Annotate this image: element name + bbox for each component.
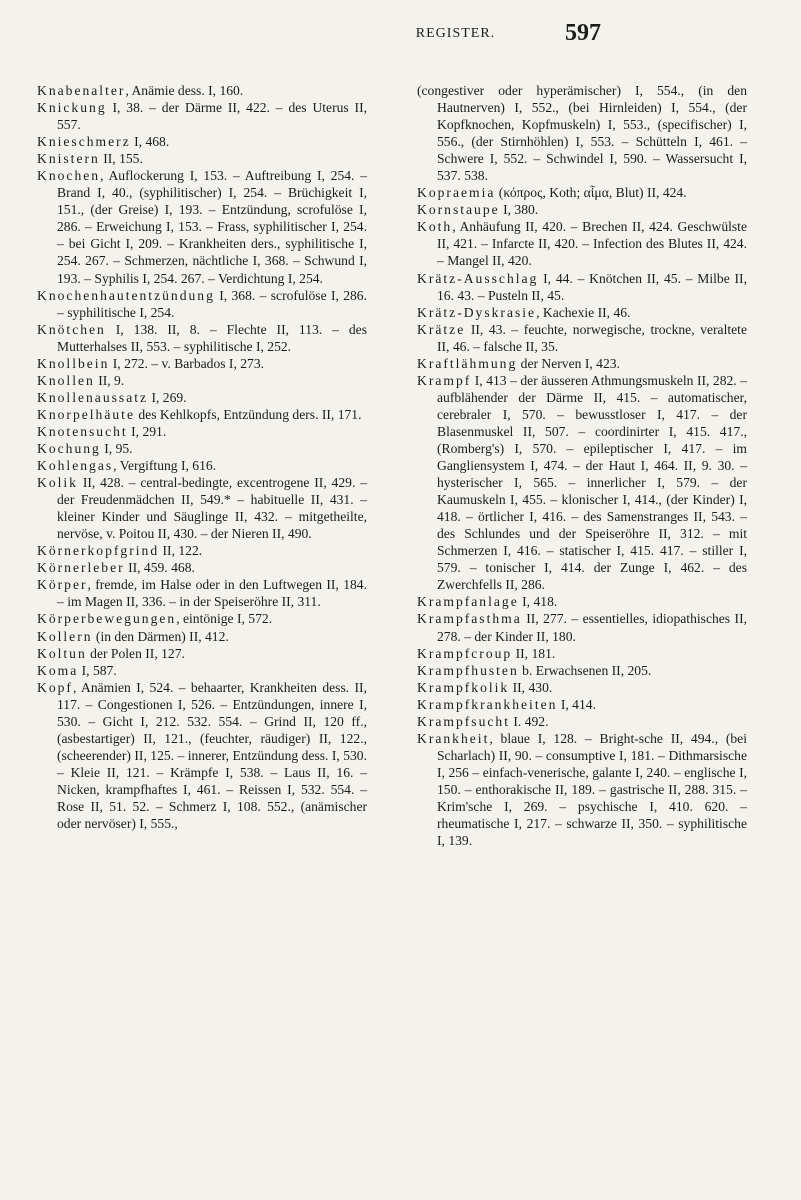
entry-references: I, 418. bbox=[518, 594, 558, 610]
entry-headword: Krätze bbox=[417, 321, 466, 337]
entry-references: I, 44. – Knötchen II, 45. – Milbe II, 16. 43. – Pusteln II, 45. bbox=[437, 270, 747, 303]
index-entry bbox=[37, 576, 367, 610]
entry-headword: Krätz-Ausschlag bbox=[417, 270, 539, 286]
entry-headword: Knollen bbox=[37, 372, 95, 388]
entry-headword: Knochen bbox=[37, 168, 101, 184]
entry-headword: Krampfanlage bbox=[417, 594, 519, 610]
index-entry bbox=[417, 184, 747, 201]
entry-headword: Knollenaussatz bbox=[37, 389, 149, 405]
right-column bbox=[417, 82, 747, 849]
entry-references: I, 138. II, 8. – Flechte II, 113. – des Mutterhalses II, 553. – syphilitische I, 252. bbox=[57, 321, 367, 354]
index-entry bbox=[417, 679, 747, 696]
entry-references: I, 38. – der Därme II, 422. – des Uterus II, 557. bbox=[57, 100, 367, 133]
entry-headword: Körper bbox=[37, 577, 88, 593]
entry-references: I. 492. bbox=[509, 713, 549, 729]
entry-headword: Krampfkrankheiten bbox=[417, 696, 558, 712]
index-entry bbox=[37, 321, 367, 355]
index-entry bbox=[37, 474, 367, 542]
entry-references: I, 95. bbox=[100, 440, 133, 456]
index-entry bbox=[417, 645, 747, 662]
entry-references: I, 380. bbox=[499, 202, 539, 218]
entry-headword: Kochung bbox=[37, 440, 101, 456]
entry-headword: Koth bbox=[417, 219, 453, 235]
index-entry bbox=[417, 355, 747, 372]
index-entry bbox=[37, 150, 367, 167]
entry-headword: Krampfhusten bbox=[417, 662, 519, 678]
entry-references: b. Erwachsenen II, 205. bbox=[518, 662, 652, 678]
entry-headword: Kolik bbox=[37, 475, 78, 491]
entry-references: I, 269. bbox=[148, 389, 187, 405]
index-entry bbox=[37, 423, 367, 440]
index-entry bbox=[417, 270, 747, 304]
entry-headword: Kollern bbox=[37, 628, 93, 644]
left-column bbox=[37, 82, 367, 832]
entry-headword: Krampfasthma bbox=[417, 611, 522, 627]
entry-references: (congestiver oder hyperämischer) I, 554., (in den Hautnerven) I, 552., (bei Hirnleiden) I, 554., (der Kopfknochen, Kopfmuskeln) I, 553., (specifischer) I, 556., (der Stirnhöhlen) I, 553. – Schütteln I, 461. – Schwere I, 552. – Schwindel I, 590. – Wassersucht I, 537. 538. bbox=[417, 83, 747, 184]
entry-references: , Auflockerung I, 153. – Auftreibung I, 254. – Brand I, 40., (syphilitischer) I, 254. – Brüchigkeit I, 151., (der Greise) I, 193. – Entzündung, scrofulöse I, 286. – Erweichung I, 153. – Frass, syphilitischer I, 254. – bei Gicht I, 209. – Krankheiten ders., syphilitische I, 254. 267. – Schmerzen, nächtliche I, 368. – Schwund I, 193. – Syphilis I, 254. 267. – Verdichtung I, 254. bbox=[57, 168, 367, 286]
index-entry bbox=[37, 372, 367, 389]
entry-references: I, 587. bbox=[78, 662, 117, 678]
entry-references: II, 277. – essentielles, idiopathisches II, 278. – der Kinder II, 180. bbox=[437, 611, 747, 644]
index-entry bbox=[37, 440, 367, 457]
index-entry bbox=[417, 662, 747, 679]
entry-headword: Kraftlähmung bbox=[417, 355, 518, 371]
index-entry bbox=[37, 167, 367, 286]
index-entry bbox=[37, 542, 367, 559]
entry-references: , Kachexie II, 46. bbox=[536, 304, 631, 320]
entry-references: II, 430. bbox=[509, 679, 553, 695]
entry-headword: Knollbein bbox=[37, 355, 110, 371]
entry-headword: Kohlengas bbox=[37, 458, 114, 474]
index-entry bbox=[37, 610, 367, 627]
entry-headword: Krankheit bbox=[417, 730, 490, 746]
index-entry bbox=[37, 82, 367, 99]
entry-references: (in den Därmen) II, 412. bbox=[92, 628, 229, 644]
index-entry bbox=[417, 372, 747, 594]
entry-references: des Kehlkopfs, Entzündung ders. II, 171. bbox=[134, 406, 362, 422]
index-entry bbox=[37, 645, 367, 662]
entry-references: (κόπρος, Koth; αἷμα, Blut) II, 424. bbox=[495, 185, 687, 201]
page-number: 597 bbox=[565, 20, 601, 46]
entry-headword: Knistern bbox=[37, 151, 100, 167]
index-entry bbox=[417, 696, 747, 713]
entry-references: I, 413 – der äusseren Athmungsmuskeln II, 282. – aufblähender der Därme II, 415. – automatischer, cerebraler I, 570. – bewusstloser I, 417. – der Blasenmuskel II, 507. – coordinirter I, 415. 417., (Romberg's) I, 570. – epileptischer I, 417. – im Gangliensystem I, 474. – der Haut I, 464. II, 9. 30. – hysterischer I, 565. – innerlicher I, 579. – der Kaumuskeln I, 455. – klonischer I, 414., (der Kinder) I, 418. – örtlicher I, 416. – des Samenstranges II, 543. – des Schlundes und der Speiseröhre II, 312. – mit Schmerzen I, 416. – statischer I, 415. 417. – stiller I, 579. – tonischer I, 414. der Zunge I, 462. – des Zwerchfells II, 286. bbox=[437, 372, 747, 593]
index-entry bbox=[417, 593, 747, 610]
entry-headword: Körperbewegungen bbox=[37, 611, 177, 627]
entry-headword: Krätz-Dyskrasie bbox=[417, 304, 537, 320]
entry-references: der Nerven I, 423. bbox=[517, 355, 620, 371]
index-entry bbox=[37, 662, 367, 679]
entry-references: , fremde, im Halse oder in den Luftwegen II, 184. – im Magen II, 336. – in der Speiseröhre II, 311. bbox=[57, 577, 367, 610]
index-entry bbox=[417, 321, 747, 355]
index-entry bbox=[37, 355, 367, 372]
entry-headword: Kornstaupe bbox=[417, 202, 500, 218]
entry-references: , Anhäufung II, 420. – Brechen II, 424. Geschwülste II, 421. – Infarcte II, 420. – Infection des Blutes II, 424. – Mangel II, 420. bbox=[437, 219, 747, 269]
index-entry bbox=[37, 287, 367, 321]
index-entry bbox=[37, 559, 367, 576]
entry-references: I, 291. bbox=[127, 423, 167, 439]
entry-headword: Knieschmerz bbox=[37, 134, 131, 150]
index-entry bbox=[37, 133, 367, 150]
entry-references: II, 428. – central-bedingte, excentrogene II, 429. – der Freudenmädchen II, 549.* – habituelle II, 431. – kleiner Kinder und Säuglinge II, 432. – mitgetheilte, nervöse, v. Poitou II, 430. – der Nieren II, 490. bbox=[57, 475, 367, 542]
entry-references: , Anämien I, 524. – behaarter, Krankheiten dess. II, 117. – Congestionen I, 526. – Entzündungen, innere I, 530. – Gicht I, 212. 532. 554. – Grind II, 120 ff., (asbestartiger) II, 121., (feuchter, räudiger) II, 122., (scheerender) II, 125. – innerer, Entzündung dess. I, 530. – Kleie II, 121. – Krämpfe I, 538. – Laus II, 16. – Nicken, krampfhaftes I, 461. – Reissen I, 532. 554. – Rose II, 51. 52. – Schmerz I, 108. 552., (anämischer oder nervöser) I, 555., bbox=[57, 679, 367, 832]
entry-headword: Knötchen bbox=[37, 321, 106, 337]
entry-references: der Polen II, 127. bbox=[86, 645, 185, 661]
index-entry bbox=[417, 610, 747, 644]
entry-headword: Knabenalter bbox=[37, 83, 126, 98]
entry-references: II, 181. bbox=[512, 645, 556, 661]
entry-references: I, 468. bbox=[130, 134, 170, 150]
entry-references: , Anämie dess. I, 160. bbox=[125, 83, 244, 98]
entry-headword: Knochenhautentzündung bbox=[37, 287, 215, 303]
entry-references: I, 368. – scrofulöse I, 286. – syphilitische I, 254. bbox=[57, 287, 367, 320]
index-entry bbox=[37, 457, 367, 474]
entry-references: , Vergiftung I, 616. bbox=[113, 458, 217, 474]
entry-headword: Körnerleber bbox=[37, 560, 125, 576]
page-header bbox=[40, 12, 761, 52]
index-entry bbox=[417, 304, 747, 321]
entry-headword: Krampfkolik bbox=[417, 679, 510, 695]
entry-references: II, 459. 468. bbox=[124, 560, 195, 576]
index-entry bbox=[417, 713, 747, 730]
entry-headword: Knotensucht bbox=[37, 423, 128, 439]
entry-references: I, 272. – v. Barbados I, 273. bbox=[109, 355, 265, 371]
entry-headword: Kopf bbox=[37, 679, 73, 695]
running-title: REGISTER. bbox=[415, 26, 496, 41]
entry-headword: Knorpelhäute bbox=[37, 406, 135, 422]
entry-headword: Krampfcroup bbox=[417, 645, 513, 661]
index-entry bbox=[417, 82, 747, 184]
entry-headword: Krampf bbox=[417, 372, 472, 388]
index-entry bbox=[37, 389, 367, 406]
entry-references: I, 414. bbox=[557, 696, 596, 712]
entry-references: , blaue I, 128. – Bright-sche II, 494., (bei Scharlach) II, 90. – consumptive I, 181. – Dithmarsische I, 256 – einfach-venerische, galante I, 240. – englische I, 150. – enthorakische II, 189. – gastrische II, 288. 315. – Krim'sche I, 269. – psychische I, 410. 620. – rheumatische I, 217. – schwarze II, 350. – syphilitische I, 139. bbox=[437, 730, 747, 849]
entry-headword: Krampfsucht bbox=[417, 713, 510, 729]
index-entry bbox=[417, 201, 747, 218]
entry-headword: Körnerkopfgrind bbox=[37, 543, 160, 559]
index-entry bbox=[37, 628, 367, 645]
entry-headword: Kopraemia bbox=[417, 185, 496, 201]
entry-references: II, 155. bbox=[99, 151, 143, 167]
entry-headword: Knickung bbox=[37, 100, 107, 116]
entry-references: , eintönige I, 572. bbox=[176, 611, 273, 627]
index-entry bbox=[417, 730, 747, 849]
entry-headword: Koma bbox=[37, 662, 79, 678]
index-entry bbox=[417, 218, 747, 269]
entry-references: II, 43. – feuchte, norwegische, trockne, veraltete II, 46. – falsche II, 35. bbox=[437, 321, 747, 354]
entry-references: II, 122. bbox=[159, 543, 203, 559]
entry-headword: Koltun bbox=[37, 645, 87, 661]
entry-references: II, 9. bbox=[94, 372, 125, 388]
index-entry bbox=[37, 406, 367, 423]
index-entry bbox=[37, 99, 367, 133]
index-entry bbox=[37, 679, 367, 832]
